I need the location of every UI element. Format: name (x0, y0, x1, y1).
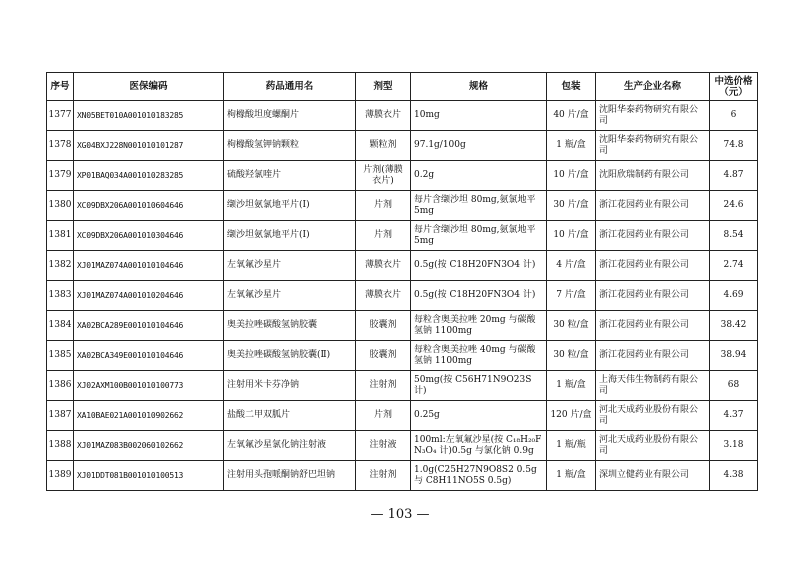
table-row (47, 371, 758, 401)
cell-form: 注射液 (356, 431, 411, 461)
cell-maker: 浙江花园药业有限公司 (596, 341, 710, 371)
cell-maker: 浙江花园药业有限公司 (596, 311, 710, 341)
cell-spec: 10mg (411, 101, 547, 131)
header-no: 序号 (47, 73, 74, 101)
cell-maker: 浙江花园药业有限公司 (596, 281, 710, 311)
page-number: — 103 — (370, 507, 430, 522)
cell-form: 薄膜衣片 (356, 251, 411, 281)
cell-spec: 1.0g(C25H27N9O8S2 0.5g 与 C8H11NO5S 0.5g) (411, 461, 547, 491)
cell-pack: 1 瓶/瓶 (547, 431, 596, 461)
table-row (47, 311, 758, 341)
drug-price-table (46, 72, 758, 491)
cell-price: 8.54 (710, 221, 758, 251)
cell-maker: 沈阳华泰药物研究有限公司 (596, 101, 710, 131)
cell-spec: 每粒含奥美拉唑 40mg 与碳酸氢钠 1100mg (411, 341, 547, 371)
cell-no: 1384 (47, 311, 74, 341)
cell-no: 1380 (47, 191, 74, 221)
table-row (47, 101, 758, 131)
cell-no: 1377 (47, 101, 74, 131)
cell-code: XA10BAE021A001010902662 (74, 401, 224, 431)
cell-price: 6 (710, 101, 758, 131)
cell-code: XP01BAQ034A001010283285 (74, 161, 224, 191)
table-row (47, 431, 758, 461)
cell-code: XC09DBX206A001010604646 (74, 191, 224, 221)
cell-code: XJ02AXM100B001010100773 (74, 371, 224, 401)
cell-code: XJ01MAZ083B002060102662 (74, 431, 224, 461)
cell-name: 注射用头孢哌酮钠舒巴坦钠 (224, 461, 356, 491)
cell-form: 注射剂 (356, 461, 411, 491)
cell-spec: 97.1g/100g (411, 131, 547, 161)
cell-name: 硫酸羟氯喹片 (224, 161, 356, 191)
cell-name: 左氧氟沙星片 (224, 281, 356, 311)
cell-code: XC09DBX206A001010304646 (74, 221, 224, 251)
header-code: 医保编码 (74, 73, 224, 101)
cell-pack: 1 瓶/盒 (547, 461, 596, 491)
table-row (47, 131, 758, 161)
table-row (47, 161, 758, 191)
cell-name: 盐酸二甲双胍片 (224, 401, 356, 431)
cell-name: 注射用米卡芬净钠 (224, 371, 356, 401)
cell-pack: 10 片/盒 (547, 161, 596, 191)
cell-code: XJ01MAZ074A001010104646 (74, 251, 224, 281)
cell-no: 1383 (47, 281, 74, 311)
cell-maker: 沈阳华泰药物研究有限公司 (596, 131, 710, 161)
cell-no: 1381 (47, 221, 74, 251)
cell-form: 注射剂 (356, 371, 411, 401)
cell-code: XA02BCA289E001010104646 (74, 311, 224, 341)
cell-pack: 40 片/盒 (547, 101, 596, 131)
cell-form: 胶囊剂 (356, 311, 411, 341)
table-row (47, 251, 758, 281)
cell-code: XJ01MAZ074A001010204646 (74, 281, 224, 311)
cell-maker: 沈阳欣瑞制药有限公司 (596, 161, 710, 191)
cell-name: 缬沙坦氨氯地平片(Ⅰ) (224, 191, 356, 221)
cell-name: 枸橼酸氢钾钠颗粒 (224, 131, 356, 161)
cell-form: 片剂 (356, 191, 411, 221)
cell-pack: 7 片/盒 (547, 281, 596, 311)
cell-code: XA02BCA349E001010104646 (74, 341, 224, 371)
cell-price: 3.18 (710, 431, 758, 461)
header-spec: 规格 (411, 73, 547, 101)
cell-price: 74.8 (710, 131, 758, 161)
cell-no: 1386 (47, 371, 74, 401)
cell-no: 1389 (47, 461, 74, 491)
table-row (47, 401, 758, 431)
cell-spec: 100ml:左氧氟沙星(按 C₁₈H₂₀FN₃O₄ 计)0.5g 与氯化钠 0.9g (411, 431, 547, 461)
cell-pack: 4 片/盒 (547, 251, 596, 281)
cell-form: 颗粒剂 (356, 131, 411, 161)
cell-maker: 浙江花园药业有限公司 (596, 251, 710, 281)
table-row (47, 221, 758, 251)
cell-maker: 上海天伟生物制药有限公司 (596, 371, 710, 401)
cell-maker: 深圳立健药业有限公司 (596, 461, 710, 491)
cell-name: 左氧氟沙星氯化钠注射液 (224, 431, 356, 461)
cell-code: XJ01DDT081B001010100513 (74, 461, 224, 491)
cell-no: 1388 (47, 431, 74, 461)
cell-price: 4.69 (710, 281, 758, 311)
cell-price: 24.6 (710, 191, 758, 221)
cell-no: 1378 (47, 131, 74, 161)
header-pack: 包装 (547, 73, 596, 101)
cell-form: 胶囊剂 (356, 341, 411, 371)
cell-code: XN05BET010A001010183285 (74, 101, 224, 131)
cell-maker: 河北天成药业股份有限公司 (596, 401, 710, 431)
cell-name: 缬沙坦氨氯地平片(Ⅰ) (224, 221, 356, 251)
cell-maker: 浙江花园药业有限公司 (596, 191, 710, 221)
cell-form: 片剂 (356, 401, 411, 431)
cell-spec: 每片含缬沙坦 80mg,氨氯地平 5mg (411, 191, 547, 221)
cell-pack: 120 片/盒 (547, 401, 596, 431)
cell-name: 左氧氟沙星片 (224, 251, 356, 281)
header-price: 中选价格（元） (710, 73, 758, 101)
cell-pack: 10 片/盒 (547, 221, 596, 251)
cell-price: 38.42 (710, 311, 758, 341)
cell-spec: 0.5g(按 C18H20FN3O4 计) (411, 251, 547, 281)
cell-price: 38.94 (710, 341, 758, 371)
cell-code: XG04BXJ228N001010101287 (74, 131, 224, 161)
table-body (47, 101, 758, 491)
cell-pack: 1 瓶/盒 (547, 131, 596, 161)
cell-no: 1379 (47, 161, 74, 191)
cell-price: 68 (710, 371, 758, 401)
cell-name: 奥美拉唑碳酸氢钠胶囊(Ⅱ) (224, 341, 356, 371)
table-row (47, 461, 758, 491)
cell-spec: 每粒含奥美拉唑 20mg 与碳酸氢钠 1100mg (411, 311, 547, 341)
cell-form: 片剂(薄膜衣片) (356, 161, 411, 191)
cell-spec: 0.5g(按 C18H20FN3O4 计) (411, 281, 547, 311)
cell-pack: 30 片/盒 (547, 191, 596, 221)
table-row (47, 341, 758, 371)
cell-no: 1382 (47, 251, 74, 281)
cell-pack: 1 瓶/盒 (547, 371, 596, 401)
header-maker: 生产企业名称 (596, 73, 710, 101)
cell-name: 奥美拉唑碳酸氢钠胶囊 (224, 311, 356, 341)
cell-spec: 0.25g (411, 401, 547, 431)
cell-maker: 浙江花园药业有限公司 (596, 221, 710, 251)
cell-spec: 0.2g (411, 161, 547, 191)
cell-price: 4.87 (710, 161, 758, 191)
cell-spec: 每片含缬沙坦 80mg,氨氯地平 5mg (411, 221, 547, 251)
table-row (47, 191, 758, 221)
table-header-row (47, 73, 758, 101)
cell-price: 4.37 (710, 401, 758, 431)
cell-spec: 50mg(按 C56H71N9O23S 计) (411, 371, 547, 401)
cell-no: 1385 (47, 341, 74, 371)
cell-form: 片剂 (356, 221, 411, 251)
cell-pack: 30 粒/盒 (547, 341, 596, 371)
table-row (47, 281, 758, 311)
cell-price: 2.74 (710, 251, 758, 281)
cell-form: 薄膜衣片 (356, 281, 411, 311)
cell-form: 薄膜衣片 (356, 101, 411, 131)
cell-pack: 30 粒/盒 (547, 311, 596, 341)
cell-maker: 河北天成药业股份有限公司 (596, 431, 710, 461)
cell-no: 1387 (47, 401, 74, 431)
cell-price: 4.38 (710, 461, 758, 491)
cell-name: 枸橼酸坦度螺酮片 (224, 101, 356, 131)
header-name: 药品通用名 (224, 73, 356, 101)
header-form: 剂型 (356, 73, 411, 101)
